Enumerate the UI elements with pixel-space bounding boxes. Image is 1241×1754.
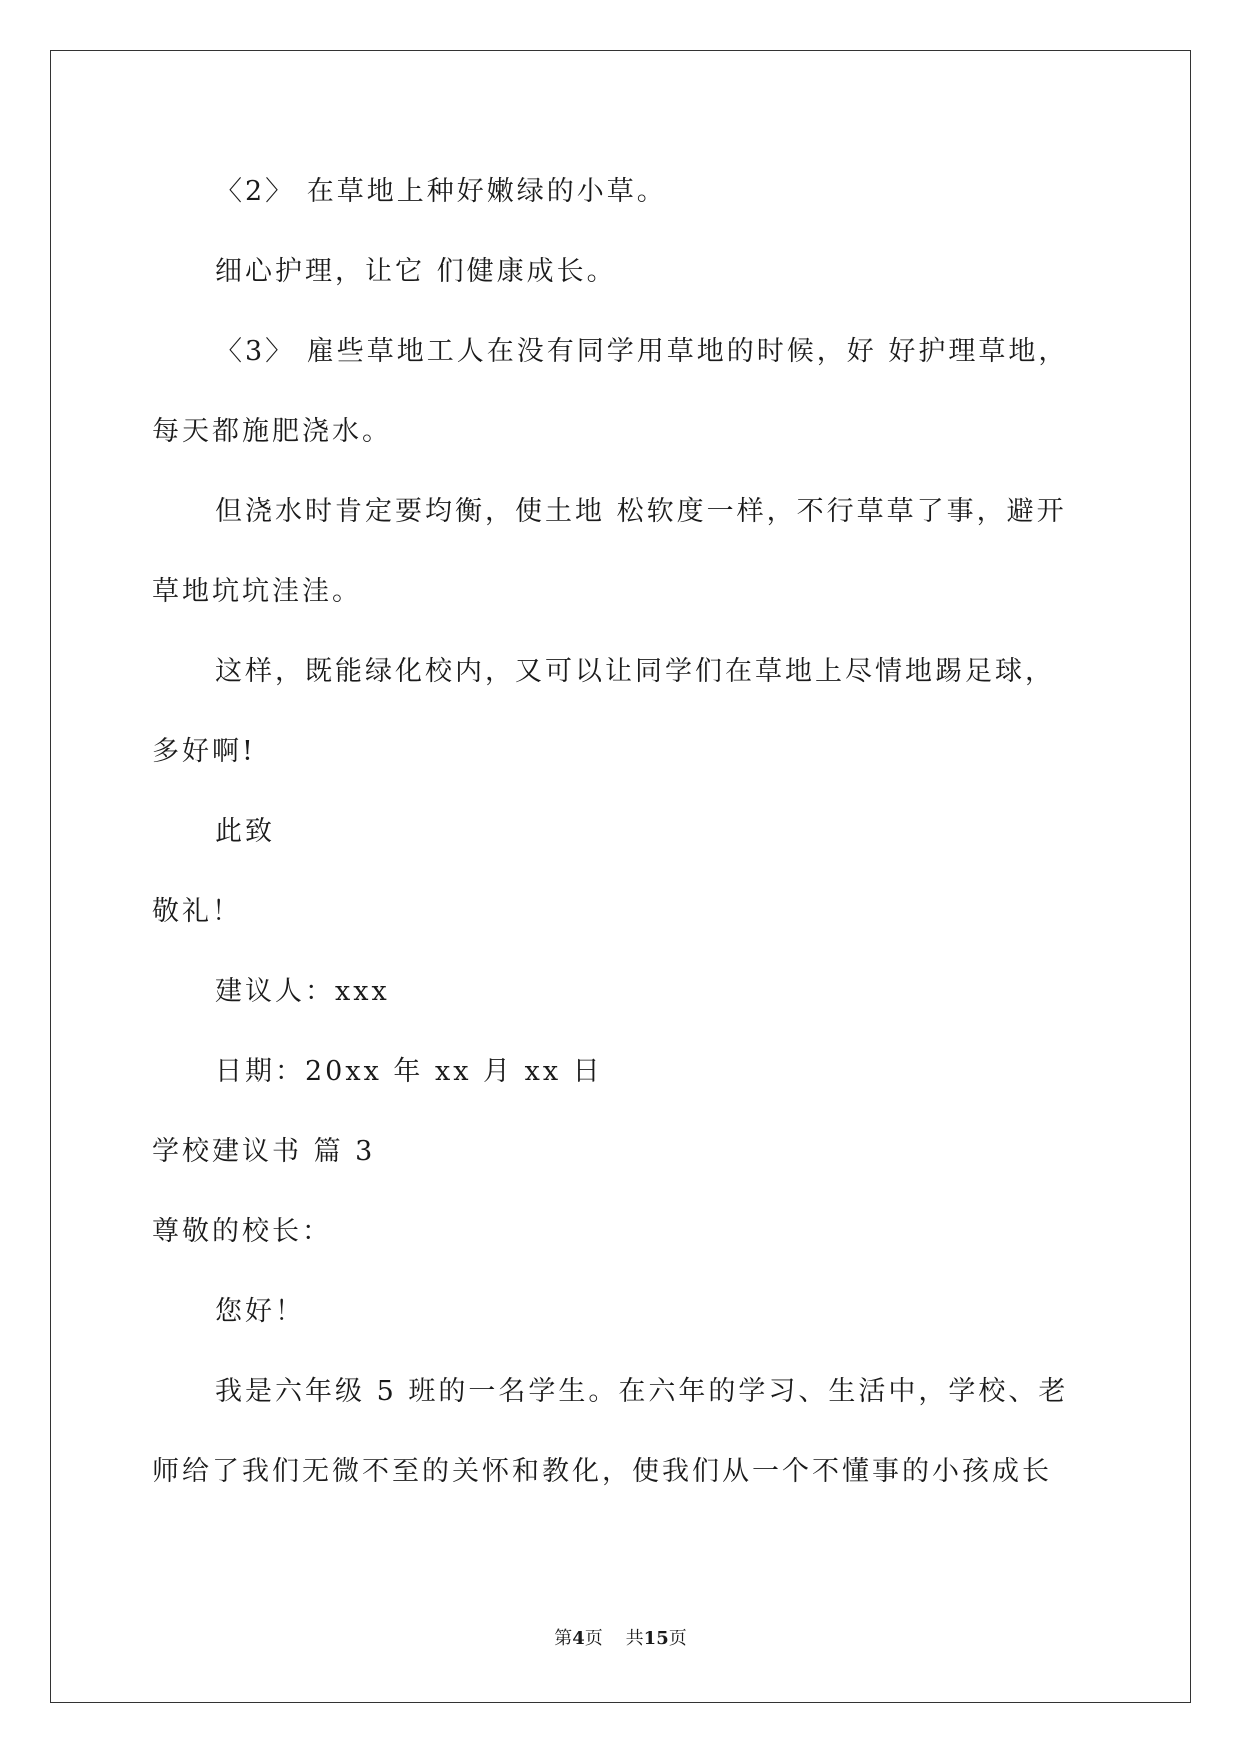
footer-total-suffix: 页 xyxy=(668,1628,687,1649)
page-footer xyxy=(0,1628,1241,1650)
paragraph-line: 每天都施肥浇水。 xyxy=(152,416,392,447)
section-title: 学校建议书 篇 3 xyxy=(152,1136,376,1167)
footer-page-suffix: 页 xyxy=(584,1628,603,1649)
footer-total-prefix: 共 xyxy=(625,1628,644,1649)
paragraph-line: 我是六年级 5 班的一名学生。在六年的学习、生活中，学校、老 xyxy=(215,1376,1069,1407)
paragraph-line: 〈2〉 在草地上种好嫩绿的小草。 xyxy=(215,176,667,207)
current-page-number: 4 xyxy=(572,1628,585,1649)
paragraph-line: 多好啊! xyxy=(152,736,256,767)
total-page-count: 15 xyxy=(643,1628,669,1649)
closing-line: 此致 xyxy=(215,816,275,847)
footer-prefix: 第 xyxy=(554,1628,573,1649)
paragraph-line: 师给了我们无微不至的关怀和教化，使我们从一个不懂事的小孩成长 xyxy=(152,1456,1052,1487)
paragraph-line: 但浇水时肯定要均衡，使土地 松软度一样，不行草草了事，避开 xyxy=(215,496,1067,527)
paragraph-line: 细心护理，让它 们健康成长。 xyxy=(215,256,617,287)
salutation-line: 敬礼！ xyxy=(152,896,242,927)
paragraph-line: 〈3〉 雇些草地工人在没有同学用草地的时候，好 好护理草地， xyxy=(215,336,1069,367)
greeting-line: 尊敬的校长： xyxy=(152,1216,332,1247)
paragraph-line: 这样，既能绿化校内，又可以让同学们在草地上尽情地踢足球， xyxy=(215,656,1055,687)
greeting-line: 您好！ xyxy=(215,1296,305,1327)
proposer-line: 建议人：xxx xyxy=(215,976,390,1007)
paragraph-line: 草地坑坑洼洼。 xyxy=(152,576,362,607)
date-line: 日期：20xx 年 xx 月 xx 日 xyxy=(215,1056,603,1087)
